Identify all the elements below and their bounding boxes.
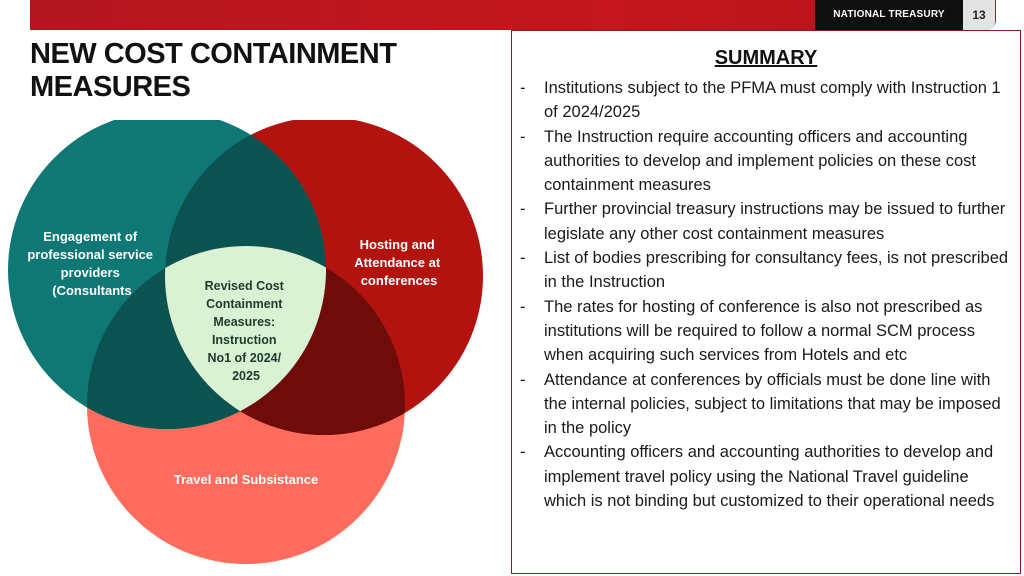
venn-label-center: Revised Cost Containment Measures: Instruction No1 of 2024/ 2025 <box>204 279 284 383</box>
summary-item <box>518 368 1014 441</box>
dash-bullet: - <box>520 370 526 389</box>
venn-label-conferences: Hosting and Attendance at conferences <box>354 237 441 288</box>
page-number: 13 <box>963 0 995 30</box>
summary-item-text: The rates for hosting of conference is also not prescribed as institutions will be required to follow a normal SCM process when acquiring such services from Hotels and etc <box>544 297 983 365</box>
summary-item <box>518 440 1014 513</box>
dash-bullet: - <box>520 127 526 146</box>
summary-panel <box>511 30 1021 574</box>
summary-heading: SUMMARY <box>714 47 818 69</box>
summary-item-text: Accounting officers and accounting authorities to develop and implement travel policy using the National Travel guideline which is not binding but customized to their operational needs <box>544 443 995 511</box>
dash-bullet: - <box>520 200 526 219</box>
dash-bullet: - <box>520 249 526 268</box>
venn-diagram <box>0 120 500 576</box>
summary-item <box>518 295 1014 368</box>
dash-bullet: - <box>520 297 526 316</box>
summary-item <box>518 246 1014 295</box>
summary-item-text: The Instruction require accounting officers and accounting authorities to develop and implement policies on these cost containment measures <box>544 127 977 195</box>
summary-item <box>518 125 1014 198</box>
summary-item-text: Attendance at conferences by officials must be done line with the internal policies, subject to limitations that may be imposed in the policy <box>544 370 1001 438</box>
summary-list <box>518 76 1014 513</box>
summary-item-text: Institutions subject to the PFMA must comply with Instruction 1 of 2024/2025 <box>544 79 1001 122</box>
venn-label-consultants: Engagement of professional service providers (Consultants <box>27 229 154 298</box>
summary-item-text: List of bodies prescribing for consultancy fees, is not prescribed in the Instruction <box>544 249 1009 292</box>
venn-label-travel: Travel and Subsistance <box>173 472 319 487</box>
dash-bullet: - <box>520 79 526 97</box>
summary-item <box>518 197 1014 246</box>
dash-bullet: - <box>520 443 526 462</box>
summary-item-text: Further provincial treasury instructions may be issued to further legislate any other cost containment measures <box>544 200 1006 243</box>
summary-item <box>518 76 1014 125</box>
page-title: NEW COST CONTAINMENT MEASURES <box>30 38 397 103</box>
org-label: NATIONAL TREASURY <box>815 0 963 30</box>
